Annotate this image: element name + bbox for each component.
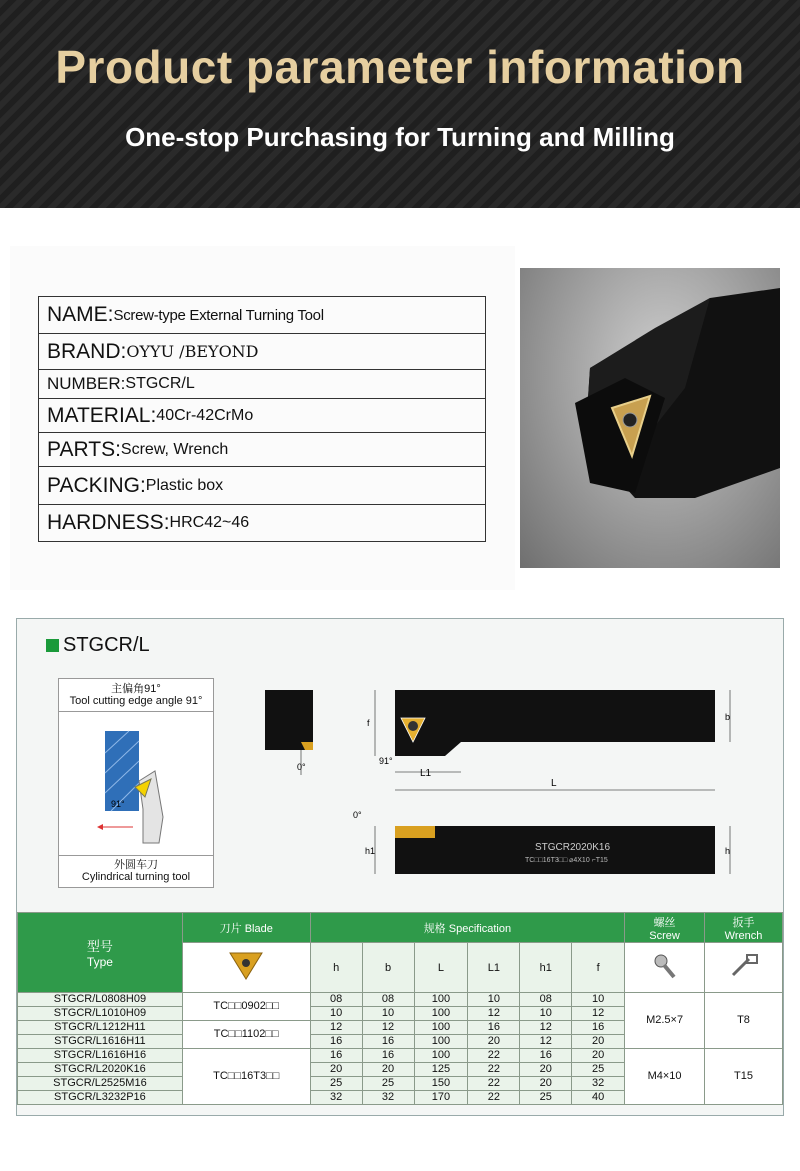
svg-text:91°: 91° [379, 756, 393, 766]
technical-drawing [255, 680, 755, 885]
page-title: Product parameter information [55, 41, 745, 93]
green-square-icon [46, 639, 59, 652]
svg-text:h: h [725, 846, 731, 856]
cutting-angle-diagram: 主偏角91° Tool cutting edge angle 91° 91° 外圆车刀 Cylindrical turning tool [58, 678, 214, 888]
param-table [38, 296, 486, 542]
page-subtitle: One-stop Purchasing for Turning and Milling [125, 122, 675, 152]
table-row: STGCR/L1212H11 TC□□1102□□ 12 12 100 16 12 16 [18, 1021, 783, 1035]
table-row: STGCR/L2525M16 25 25 150 22 20 32 [18, 1077, 783, 1091]
param-row-number: NUMBER: STGCR/L [39, 370, 485, 399]
wrench-header: 扳手 Wrench [705, 913, 783, 943]
screw-header: 螺丝 Screw [625, 913, 705, 943]
table-row: STGCR/L1010H09 10 10 100 12 10 12 [18, 1007, 783, 1021]
param-row-parts: PARTS: Screw, Wrench [39, 433, 485, 467]
spec-label: STGCR/L [46, 634, 150, 657]
blade-header: 刀片 Blade [182, 913, 310, 943]
param-row-name: NAME: Screw-type External Turning Tool [39, 297, 485, 334]
svg-text:91°: 91° [111, 799, 125, 809]
svg-text:TC□□16T3□□ ⌀4X10 ⌐T15: TC□□16T3□□ ⌀4X10 ⌐T15 [525, 857, 608, 864]
svg-text:L: L [551, 778, 557, 789]
svg-text:L1: L1 [420, 768, 432, 779]
table-row: STGCR/L0808H09 TC□□0902□□ 08 08 100 10 08 10 M2.5×7 T8 [18, 993, 783, 1007]
svg-text:0°: 0° [353, 810, 362, 820]
header-banner [0, 0, 800, 208]
blade-icon [182, 943, 310, 993]
spec-table: 型号 Type 刀片 Blade 规格 Specification 螺丝 Screw 扳手 Wrench h b L L1 h1 f STGCR/L0808H09 TC□□0902□□ 08 08 100 10 08 10 M2.5×7 T8 STGCR/L1010H09 10 10 100 12 10 12 STGCR/L1212H11 TC□□1102□□ 12 12 100 16 12 16 STGCR/L1616H11 16 16 100 20 12 20 STGCR/L1616H16 TC□□16T3□□ 16 16 100 22 16 20 M4×10 T15 STGCR/L2020K16 20 20 125 22 20 25 STGCR/L2525M16 25 25 150 22 20 32 STGCR/L3232P16 32 32 170 22 25 40 [17, 912, 783, 1105]
workpiece-icon [59, 713, 215, 853]
param-row-material: MATERIAL: 40Cr-42CrMo [39, 399, 485, 433]
screw-icon [625, 943, 705, 993]
product-photo [520, 268, 780, 568]
svg-text:f: f [367, 718, 370, 728]
type-header: 型号 Type [18, 913, 183, 993]
table-row: STGCR/L3232P16 32 32 170 22 25 40 [18, 1091, 783, 1105]
table-row: STGCR/L1616H16 TC□□16T3□□ 16 16 100 22 16 20 M4×10 T15 [18, 1049, 783, 1063]
table-row: STGCR/L2020K16 20 20 125 22 20 25 [18, 1063, 783, 1077]
param-row-hardness: HARDNESS: HRC42~46 [47, 511, 250, 534]
svg-text:STGCR2020K16: STGCR2020K16 [535, 842, 611, 853]
table-row: STGCR/L1616H11 16 16 100 20 12 20 [18, 1035, 783, 1049]
svg-text:0°: 0° [297, 762, 306, 772]
param-row-packing: PACKING: Plastic box [39, 467, 485, 505]
svg-text:h1: h1 [365, 846, 376, 856]
svg-text:b: b [725, 712, 731, 722]
spec-header: 规格 Specification [310, 913, 624, 943]
wrench-icon [705, 943, 783, 993]
tool-holder-illustration [520, 268, 780, 568]
param-row-brand: BRAND: OYYU /BEYOND [39, 334, 485, 370]
